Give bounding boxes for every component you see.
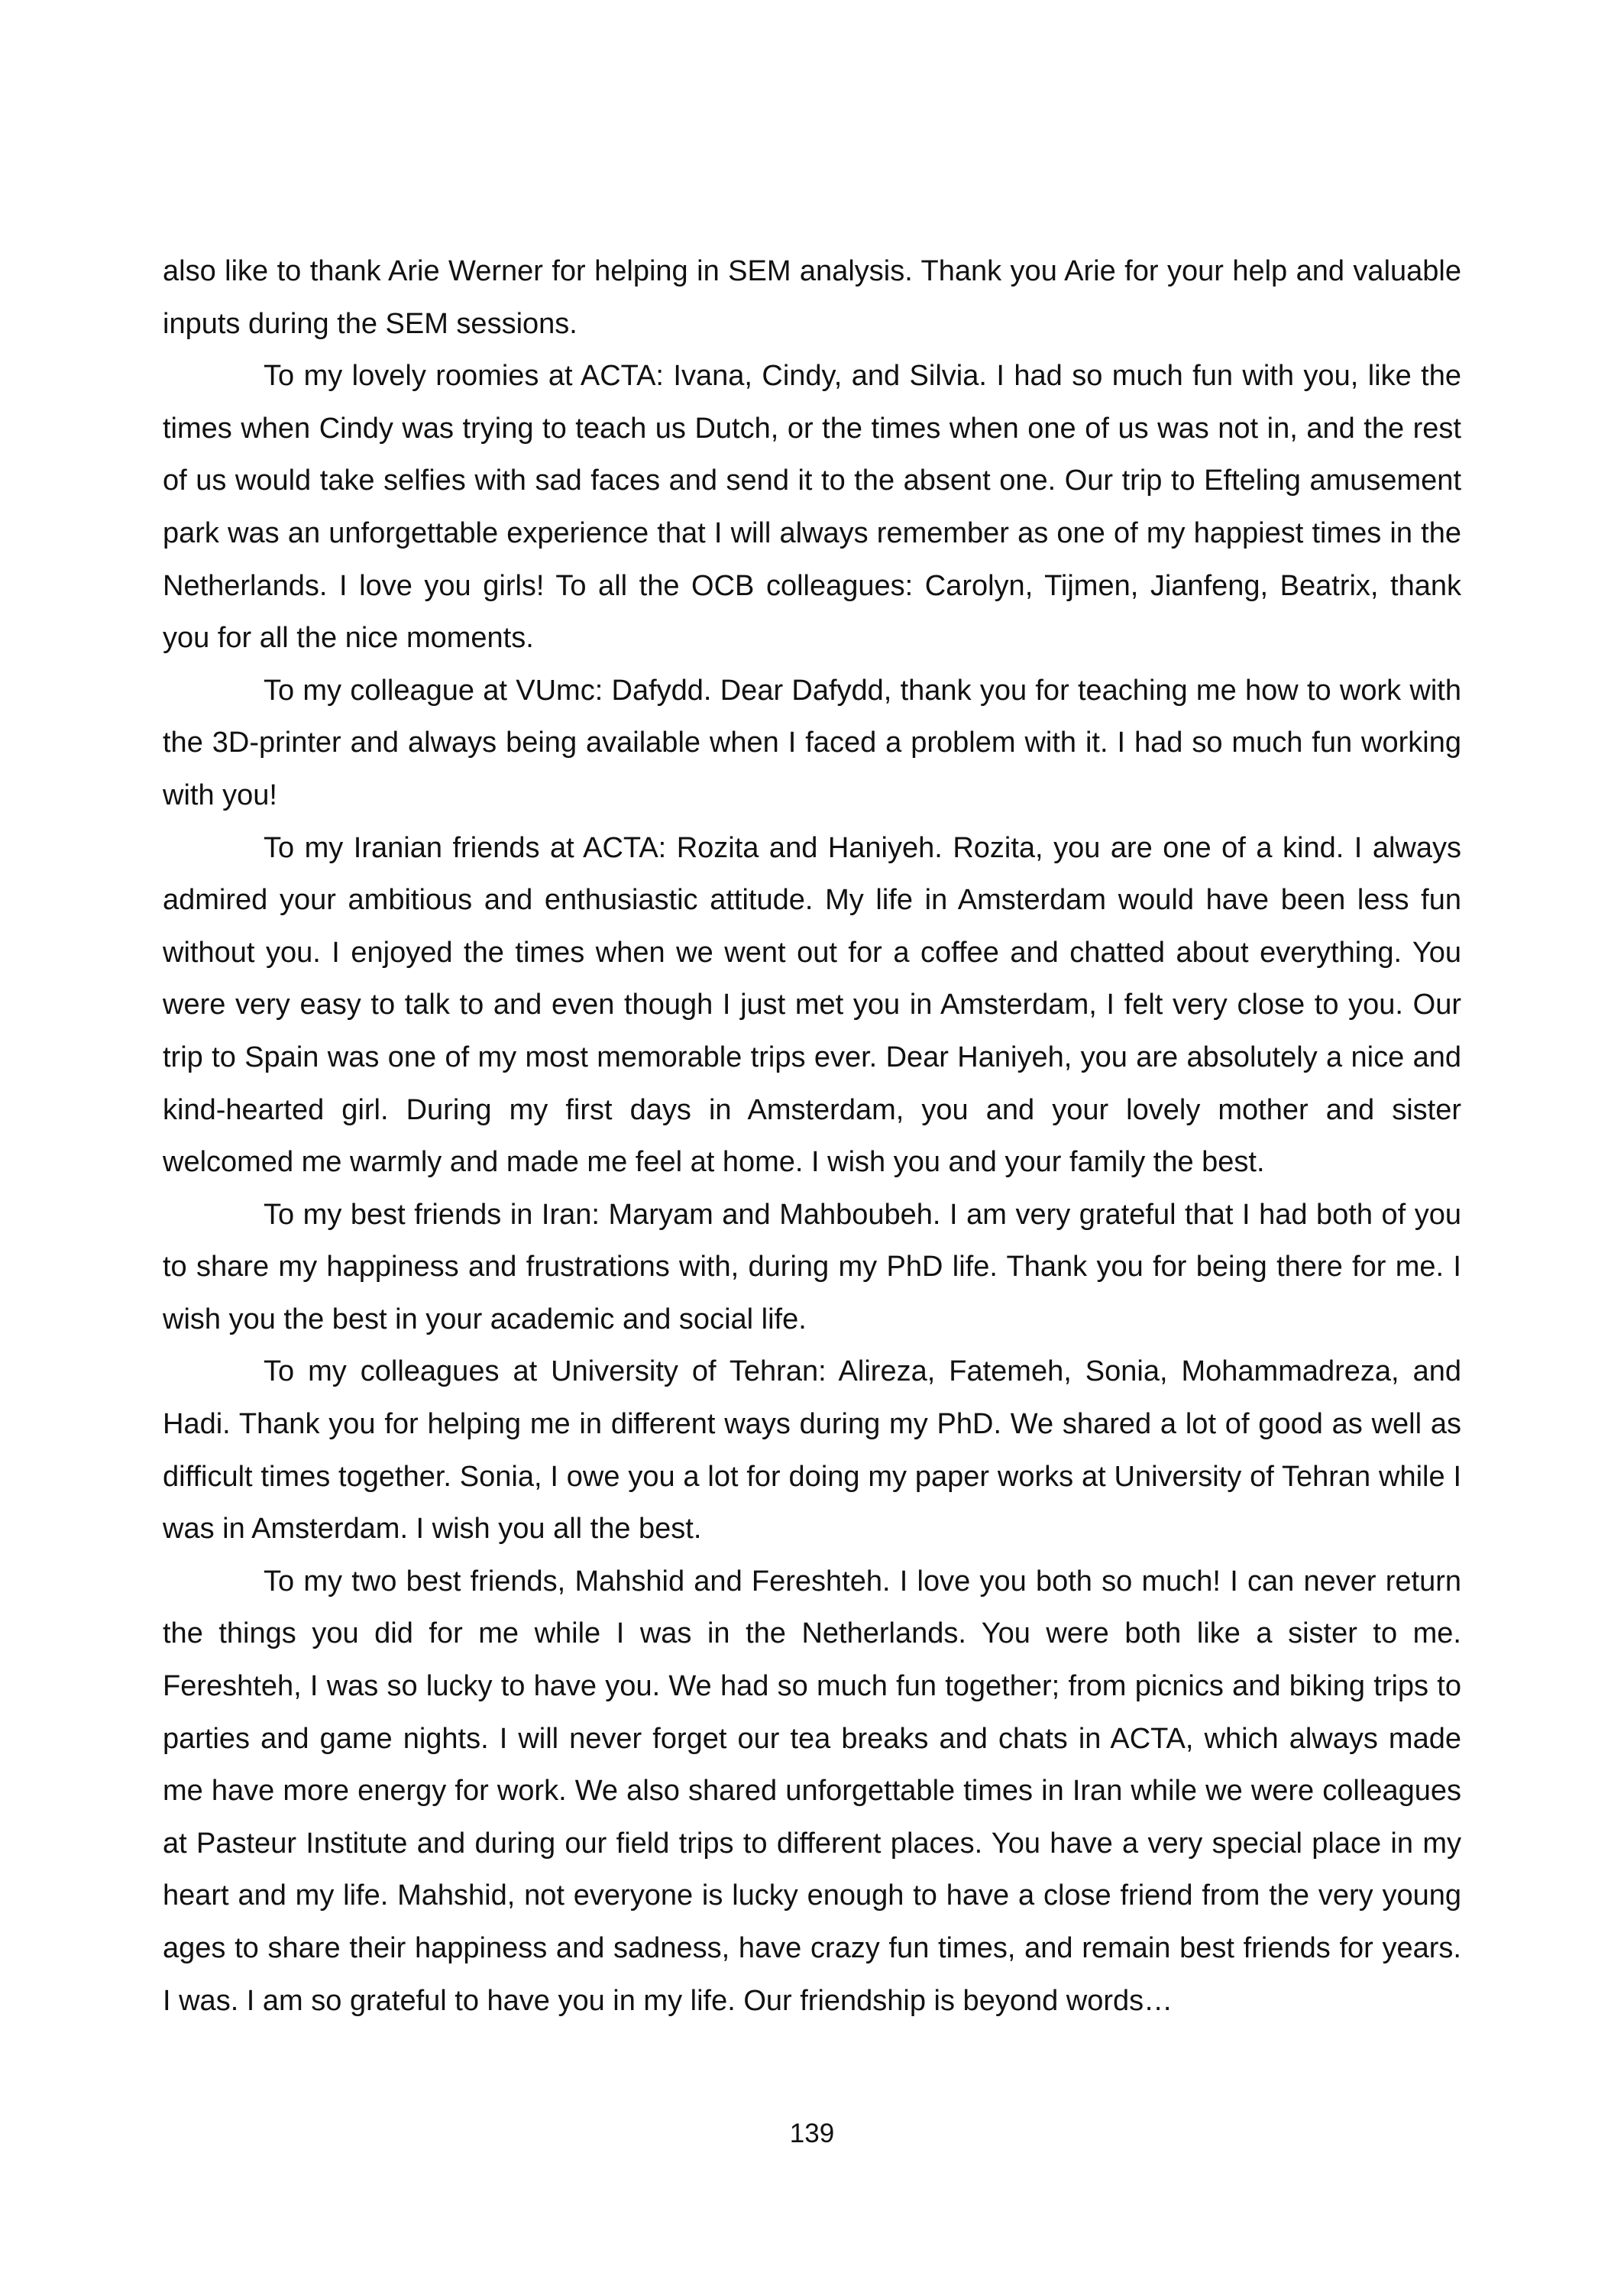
paragraph-iranian-friends-acta: To my Iranian friends at ACTA: Rozita and Haniyeh. Rozita, you are one of a kind. I always admired your ambitious and enthusiastic attitude. My life in Amsterdam would have been less fun without you. I enjoyed the times when we went out for a coffee and chatted about everything. You were very easy to talk to and even though I just met you in Amsterdam, I felt very close to you. Our trip to Spain was one of my most memorable trips ever. Dear Haniyeh, you are absolutely a nice and kind-hearted girl. During my first days in Amsterdam, you and your lovely mother and sister welcomed me warmly and made me feel at home. I wish you and your family the best. [163, 831, 1461, 1179]
page-number: 139 [789, 2119, 835, 2148]
paragraph-tehran-colleagues: To my colleagues at University of Tehran: Alireza, Fatemeh, Sonia, Mohammadreza, and Hadi. Thank you for helping me in different ways during my PhD. We shared a lot of good as well as difficult times together. Sonia, I owe you a lot for doing my paper works at University of Tehran while I was in Amsterdam. I wish you all the best. [163, 1355, 1461, 1546]
body-text [163, 245, 1461, 2027]
paragraph-best-friends-iran: To my best friends in Iran: Maryam and Mahboubeh. I am very grateful that I had both of you to share my happiness and frustrations with, during my PhD life. Thank you for being there for me. I wish you the best in your academic and social life. [163, 1198, 1461, 1335]
paragraph-two-best-friends: To my two best friends, Mahshid and Fereshteh. I love you both so much! I can never return the things you did for me while I was in the Netherlands. You were both like a sister to me. Fereshteh, I was so lucky to have you. We had so much fun together; from picnics and biking trips to parties and game nights. I will never forget our tea breaks and chats in ACTA, which always made me have more energy for work. We also shared unforgettable times in Iran while we were colleagues at Pasteur Institute and during our field trips to different places. You have a very special place in my heart and my life. Mahshid, not everyone is lucky enough to have a close friend from the very young ages to share their happiness and sadness, have crazy fun times, and remain best friends for years. I was. I am so grateful to have you in my life. Our friendship is beyond words… [163, 1565, 1461, 2017]
paragraph-continuation: also like to thank Arie Werner for helping in SEM analysis. Thank you Arie for your help and valuable inputs during the SEM sessions. [163, 255, 1461, 340]
paragraph-vumc-colleague: To my colleague at VUmc: Dafydd. Dear Dafydd, thank you for teaching me how to work with the 3D-printer and always being available when I faced a problem with it. I had so much fun working with you! [163, 674, 1461, 811]
paragraph-acta-roomies: To my lovely roomies at ACTA: Ivana, Cindy, and Silvia. I had so much fun with you, like the times when Cindy was trying to teach us Dutch, or the times when one of us was not in, and the rest of us would take selfies with sad faces and send it to the absent one. Our trip to Efteling amusement park was an unforgettable experience that I will always remember as one of my happiest times in the Netherlands. I love you girls! To all the OCB colleagues: Carolyn, Tijmen, Jianfeng, Beatrix, thank you for all the nice moments. [163, 360, 1461, 655]
